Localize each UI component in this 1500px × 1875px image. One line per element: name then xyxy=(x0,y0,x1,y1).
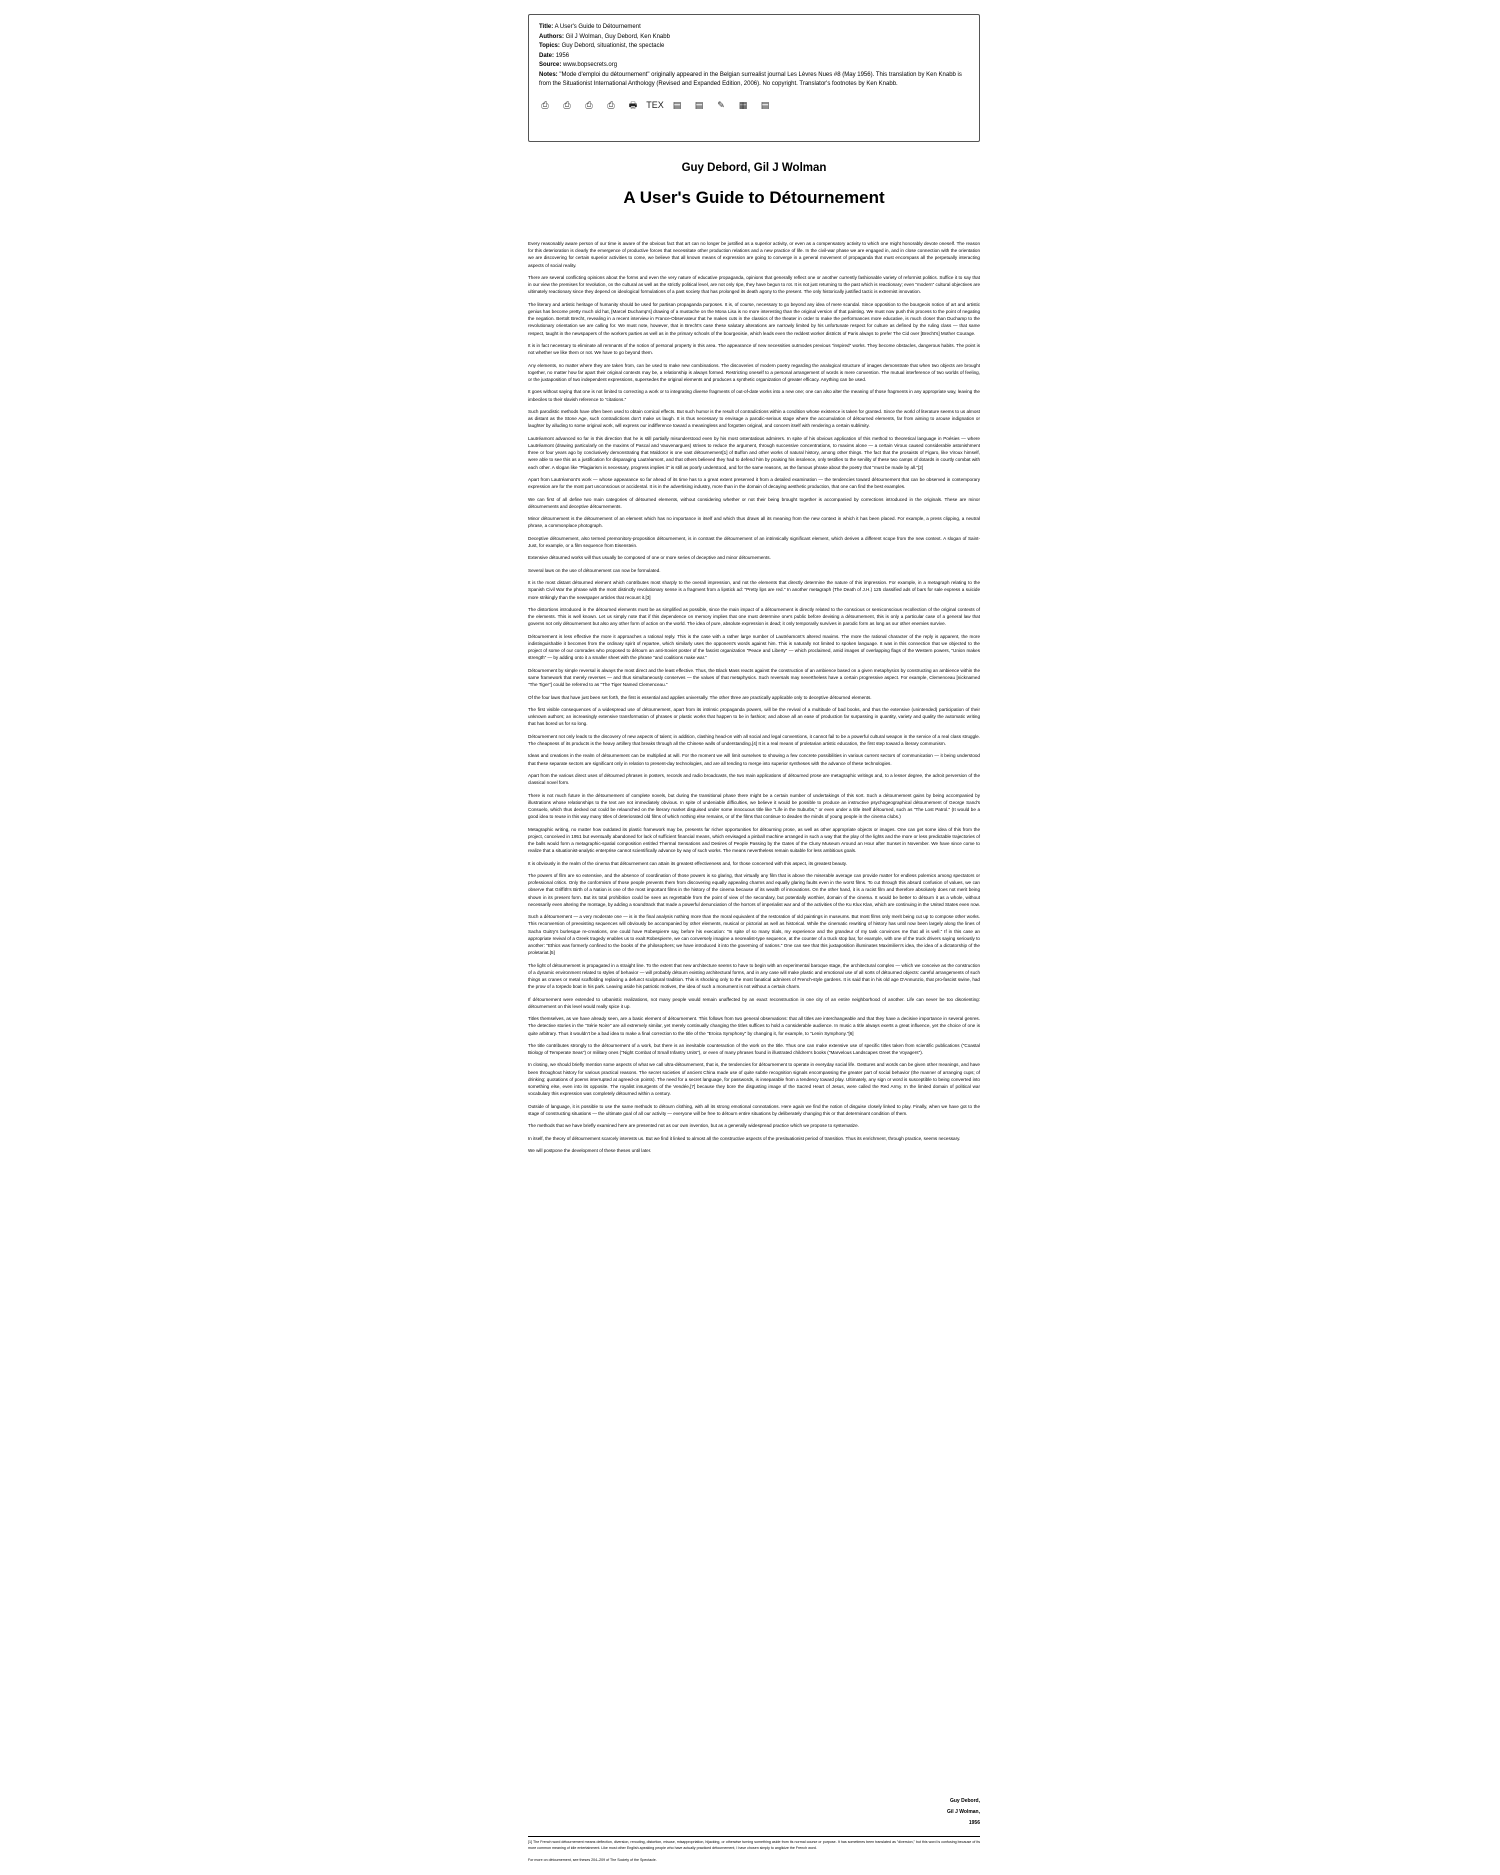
paragraph: Apart from Lautréamont's work — whose appearance so far ahead of its time has to a great extent preserved it from a detailed examination — the tendencies toward détournement that can be observed in contemporary expression are for the most part unconscious or accidental. It is in the advertising industry, more than in the domain of decaying aesthetic production, that one can find the best examples. xyxy=(528,476,980,490)
paragraph: The methods that we have briefly examined here are presented not as our own invention, but as a generally widespread practice which we propose to systematize. xyxy=(528,1123,859,1129)
paragraph: Every reasonably aware person of our time is aware of the obvious fact that art can no longer be justified as a superior activity, or even as a compensatory activity to which one might honorably devote oneself. The reason for this deterioration is clearly the emergence of productive forces that necessitate other production relations and a new practice of life. In the civil-war phase we are engaged in, and in close connection with the orientation we are discovering for certain superior activities to come, we believe that all known means of expression are going to converge in a general movement of propaganda that must encompass all the perpetually interacting aspects of social reality. xyxy=(528,241,980,268)
paragraph: Détournement not only leads to the discovery of new aspects of talent; in addition, clashing head-on with all social and legal conventions, it cannot fail to be a powerful cultural weapon in the service of a real class struggle. The cheapness of its products is the heavy artillery that breaks through all the Chinese walls of understanding.[4] It is a real means of proletarian artistic education, the first step toward a literary communism. xyxy=(528,733,980,746)
meta-topics-value[interactable]: Guy Debord, situationist, the spectacle xyxy=(561,43,665,49)
paragraph: The distortions introduced in the détourned elements must be as simplified as possible, since the main impact of a détournement is directly related to the conscious or semiconscious recollection of the original contexts of the elements. This is well known. Let us simply note that if this dependence on memory implies that one must determine one's public before devising a détournement, this is only a particular case of a general law that governs not only détournement but also any other form of action on the world. The idea of pure, absolute expression is dead; it only temporarily survives in parodic form as long as our other enemies survive. xyxy=(528,606,980,627)
paragraph: Ideas and creations in the realm of détournement can be multiplied at will. For the moment we will limit ourselves to showing a few concrete possibilities in various current sectors of communication — it being understood that these separate sectors are significant only in relation to present-day technologies, and are all tending to merge into superior syntheses with the advance of these technologies. xyxy=(528,753,980,766)
paragraph: Several laws on the use of détournement can now be formulated. xyxy=(528,567,661,573)
paragraph: We will postpone the development of these theses until later. xyxy=(528,1148,652,1154)
meta-topics-row xyxy=(539,42,969,52)
paragraph: In itself, the theory of détournement scarcely interests us. But we find it linked to almost all the constructive aspects of the presituationist period of transition. Thus its enrichment, through practice, seems necessary. xyxy=(528,1135,961,1141)
paragraph: Deceptive détournement, also termed premonitory-proposition détournement, is in contrast the détournement of an intrinsically significant element, which derives a different scope from the new context. A slogan of Saint-Just, for example, or a film sequence from Eisenstein. xyxy=(528,535,980,548)
pdf-icon[interactable]: ⎙ xyxy=(541,100,549,111)
footnotes xyxy=(528,1839,980,1869)
meta-source-link[interactable]: www.bopsecrets.org xyxy=(563,62,618,68)
paragraph: The light of détournement is propagated in a straight line. To the extent that new architecture seems to have to begin with an experimental baroque stage, the architectural complex — which we conceive as the construction of a dynamic environment related to styles of behavior — will probably détourn existing architectural forms, and in any case will make plastic and emotional use of all sorts of détourned objects: careful arrangements of such things as cranes or metal scaffolding replacing a defunct sculptural tradition. This is shocking only to the most fanatical admirers of French-style gardens. It is said that in his old age D'Annunzio, that pro-fascist swine, had the prow of a torpedo boat in his park. Leaving aside his patriotic motives, the idea of such a monument is not without a certain charm. xyxy=(528,962,980,990)
article-body xyxy=(528,240,980,1159)
paragraph: It is obviously in the realm of the cinema that détournement can attain its greatest effectiveness and, for those concerned with this aspect, its greatest beauty. xyxy=(528,860,848,866)
pdf-icon[interactable]: ⎙ xyxy=(585,100,593,111)
meta-authors-value[interactable]: Gil J Wolman, Guy Debord, Ken Knabb xyxy=(565,33,670,40)
paragraph: There is not much future in the détournement of complete novels, but during the transitional phase there might be a certain number of undertakings of this sort. Such a détournement gains by being accompanied by illustrations whose relationships to the text are not immediately obvious. In spite of undeniable difficulties, we believe it would be possible to produce an instructive psychogeographical détournement of George Sand's Consuelo, which thus decked out could be relaunched on the literary market disguised under some innocuous title like "Life in the Suburbs," or even under a title itself détourned, such as "The Lost Patrol." (It would be a good idea to reuse in this way many titles of deteriorated old films of which nothing else remains, or of the films that continue to deaden the minds of young people in the cinema clubs.) xyxy=(528,792,980,820)
paragraph: Any elements, no matter where they are taken from, can be used to make new combinations. The discoveries of modern poetry regarding the analogical structure of images demonstrate that when two objects are brought together, no matter how far apart their original contexts may be, a relationship is always formed. Restricting oneself to a personal arrangement of words is mere convention. The mutual interference of two worlds of feeling, or the juxtaposition of two independent expressions, supersedes the original elements and produces a synthetic organization of greater efficacy. Anything can be used. xyxy=(528,362,980,382)
paragraph: Minor détournement is the détournement of an element which has no importance in itself and which thus draws all its meaning from the new context in which it has been placed. For example, a press clipping, a neutral phrase, a commonplace photograph. xyxy=(528,516,980,529)
paragraph: Metagraphic writing, no matter how outdated its plastic framework may be, presents far richer opportunities for détourning prose, as well as other appropriate objects or images. One can get some idea of this from the project, conceived in 1951 but eventually abandoned for lack of sufficient financial means, which envisaged a pinball machine arranged in such a way that the play of the lights and the more or less predictable trajectories of the balls would form a metagraphic-spatial composition entitled Thermal Sensations and Desires of People Passing by the Gates of the Cluny Museum Around an Hour after Sunset in November. We have since come to realize that a situationist-analytic enterprise cannot scientifically advance by way of such works. The means nevertheless remain suitable for less ambitious goals. xyxy=(528,826,980,854)
signature-block xyxy=(528,1796,980,1829)
signature-line: 1956 xyxy=(968,1820,980,1826)
meta-authors-row xyxy=(539,33,969,43)
paragraph: Lautréamont advanced so far in this direction that he is still partially misunderstood even by his most ostentatious admirers. In spite of his obvious application of this method to theoretical language in Poésies — where Lautréamont (drawing particularly on the maxims of Pascal and Vauvenargues) strives to reduce the argument, through successive concentrations, to maxims alone — a certain Viroux caused considerable astonishment three or four years ago by conclusively demonstrating that Maldoror is one vast détournement[1] of Buffon and other works of natural history, among other things. The fact that the prosaists of Figaro, like Viroux himself, were able to see this as a justification for disparaging Lautréamont, and that others believed they had to defend him by praising his insolence, only testifies to the senility of these two camps of dotards in courtly combat with each other. A slogan like "Plagiarism is necessary, progress implies it" is still as poorly understood, and for the same reasons, as the famous phrase about the poetry that "must be made by all."[2] xyxy=(528,435,980,470)
paragraph: The first visible consequences of a widespread use of détournement, apart from its intrinsic propaganda powers, will be the revival of a multitude of bad books, and thus the extensive (unintended) participation of their unknown authors; an increasingly extensive transformation of phrases or plastic works that happen to be in fashion; and above all an ease of production far surpassing in quantity, variety and quality the automatic writing that has bored us for so long. xyxy=(528,706,980,727)
signature-line: Guy Debord, xyxy=(949,1798,980,1804)
meta-title-row xyxy=(539,23,969,33)
meta-source-label: Source: xyxy=(539,62,562,68)
paragraph: It is the most distant détourned element which contributes most sharply to the overall impression, and not the elements that directly determine the nature of this impression. For example, in a metagraph relating to the Spanish Civil War the phrase with the most distinctly revolutionary sense is a fragment from a lipstick ad: "Pretty lips are red." In another metagraph (The Death of J.H.) 125 classified ads of bars for sale express a suicide more strikingly than the newspaper articles that recount it.[3] xyxy=(528,580,980,600)
print-icon[interactable]: 🖶 xyxy=(628,100,638,111)
paragraph: If détournement were extended to urbanistic realizations, not many people would remain unaffected by an exact reconstruction in one city of an entire neighborhood of another. Life can never be too disorienting: détournement on this level would really spice it up. xyxy=(528,996,980,1009)
meta-authors-label: Authors: xyxy=(539,33,564,40)
footnote: [1] The French word détournement means deflection, diversion, rerouting, distortion, misuse, misappropriation, hijacking, or otherwise turning something aside from its normal course or purpose. It has sometimes been translated as "diversion," but this word is confusing because of its more common meaning of idle entertainment. Like most other English-speaking people who have actually practiced détournement, I have chosen simply to anglicize the French word. xyxy=(528,1840,980,1850)
signature-line: Gil J Wolman, xyxy=(947,1809,980,1815)
paragraph: Such a détournement — a very moderate one — is in the final analysis nothing more than the moral equivalent of the restoration of old paintings in museums. But most films only merit being cut up to compose other works. This reconversion of preexisting sequences will obviously be accompanied by other elements, musical or pictorial as well as historical. While the cinematic rewriting of history has until now been largely along the lines of Sacha Guitry's burlesque re-creations, one could have Robespierre say, before his execution: "In spite of so many trials, my experience and the grandeur of my task convinces me that all is well." If in this case an appropriate revival of a Greek tragedy enables us to exalt Robespierre, we can conversely imagine a neorealist-type sequence, at the counter of a truck stop bar, for example, with one of the truck drivers saying seriously to another: "Ethics was formerly confined to the books of the philosophers; we have introduced it into the governing of nations." One can see that this juxtaposition illuminates Maximilien's idea, the idea of a dictatorship of the proletariat.[5] xyxy=(528,914,980,956)
paragraph: In closing, we should briefly mention some aspects of what we call ultra-détournement, that is, the tendencies for détournement to operate in everyday social life. Gestures and words can be given other meanings, and have been throughout history for various practical reasons. The secret societies of ancient China made use of quite subtle recognition signals encompassing the greater part of social behavior (the manner of arranging cups; of drinking; quotations of poems interrupted at agreed-on points). The need for a secret language, for passwords, is inseparable from a tendency toward play. Ultimately, any sign or word is susceptible to being converted into something else, even into its opposite. The royalist insurgents of the Vendée,[7] because they bore the disgusting image of the Sacred Heart of Jesus, were called the Red Army. In the limited domain of political war vocabulary this expression was completely détourned within a century. xyxy=(528,1062,980,1097)
meta-notes-value: "Mode d'emploi du détournement" originally appeared in the Belgian surrealist journal Les Lèvres Nues #8 (May 1956). This translation by Ken Knabb is from the Situationist International Anthology (Revised and Expanded Edition, 2006). No copyright. Translator's footnotes by Ken Knabb. xyxy=(539,71,962,87)
pdf-icon[interactable]: ⎙ xyxy=(607,100,615,111)
paragraph: Apart from the various direct uses of détourned phrases in posters, records and radio broadcasts, the two main applications of détourned prose are metagraphic writings and, to a lesser degree, the adroit perversion of the classical novel form. xyxy=(528,772,980,786)
paragraph: It is in fact necessary to eliminate all remnants of the notion of personal property in this area. The appearance of new necessities outmodes previous "inspired" works. They become obstacles, dangerous habits. The point is not whether we like them or not. We have to go beyond them. xyxy=(528,343,980,356)
meta-notes-row xyxy=(539,71,969,90)
paragraph: Extensive détourned works will thus usually be composed of one or more series of deceptive and minor détournements. xyxy=(528,555,771,561)
paragraph: Détournement is less effective the more it approaches a rational reply. This is the case with a rather large number of Lautréamont's altered maxims. The more the rational character of the reply is apparent, the more indistinguishable it becomes from the ordinary spirit of repartee, which similarly uses the opponent's words against him. This is naturally not limited to spoken language. It was in this connection that we objected to the project of some of our comrades who proposed to détourn an anti-Soviet poster of the fascist organization "Peace and Liberty" — which proclaimed, amid images of overlapping flags of the Western powers, "Union makes strength" — by adding onto it a smaller sheet with the phrase "and coalitions make war." xyxy=(528,633,980,661)
paragraph: There are several conflicting opinions about the forms and even the very nature of educative propaganda, opinions that generally reflect one or another currently fashionable variety of reformist politics. Suffice it to say that in our view the premises for revolution, on the cultural as well as the strictly political level, are not only ripe, they have begun to rot. It is not just returning to the past which is reactionary; even "modern" cultural objectives are ultimately reactionary since they depend on ideological formulations of a past society that has prolonged its death agony to the present. The only historically justified tactic is extremist innovation. xyxy=(528,275,980,295)
list-icon[interactable]: ▤ xyxy=(760,100,770,111)
paragraph: Such parodistic methods have often been used to obtain comical effects. But such humor is the result of contradictions within a condition whose existence is taken for granted. Since the world of literature seems to us almost as distant as the Stone Age, such contradictions don't make us laugh. It is thus necessary to envisage a parodic-serious stage where the accumulation of détourned elements, far from aiming to arouse indignation or laughter by alluding to some original work, will express our indifference toward a meaningless and forgotten original, and concern itself with rendering a certain sublimity. xyxy=(528,408,980,429)
article-authors: Guy Debord, Gil J Wolman xyxy=(681,162,827,174)
meta-source-row xyxy=(539,61,969,71)
meta-topics-label: Topics: xyxy=(539,43,560,49)
paragraph: Détournement by simple reversal is always the most direct and the least effective. Thus, the Black Mass reacts against the construction of an ambience based on a given metaphysics by constructing an ambience within the same framework that merely reverses — and thus simultaneously conserves — the values of that metaphysics. Such reversals may nevertheless have a certain progressive aspect. For example, Clemenceau [nicknamed "The Tiger"] could be referred to as "The Tiger Named Clemenceau." xyxy=(528,667,980,688)
paragraph: We can first of all define two main categories of détourned elements, without considering whether or not their being brought together is accompanied by corrections introduced in the originals. These are minor détournements and deceptive détournements. xyxy=(528,496,980,509)
metadata-panel xyxy=(528,14,980,142)
download-toolbar xyxy=(539,100,969,113)
footnote-divider xyxy=(528,1836,980,1837)
meta-title-value: A User's Guide to Détournement xyxy=(554,24,641,30)
meta-date-value: 1956 xyxy=(555,52,570,59)
meta-title-label: Title: xyxy=(539,24,554,30)
article-title: A User's Guide to Détournement xyxy=(623,188,885,207)
paragraph: Outside of language, it is possible to use the same methods to détourn clothing, with all its strong emotional connotations. Here again we find the notion of disguise closely linked to play. Finally, when we have got to the stage of constructing situations — the ultimate goal of all our activity — everyone will be free to détourn entire situations by deliberately changing this or that determinant condition of them. xyxy=(528,1103,980,1116)
footnote: For more on détournement, see theses 204–209 of The Society of the Spectacle. xyxy=(528,1858,657,1862)
meta-notes-label: Notes: xyxy=(539,71,558,78)
doc-icon[interactable]: ▤ xyxy=(672,100,682,111)
tex-icon[interactable]: TEX xyxy=(646,100,664,111)
paragraph: Titles themselves, as we have already seen, are a basic element of détournement. This follows from two general observations: that all titles are interchangeable and that they have a decisive importance in several genres. The detective stories in the "Série Noire" are all extremely similar, yet merely continually changing the titles suffices to hold a considerable audience. In music a title always exerts a great influence, yet the choice of one is quite arbitrary. Thus it wouldn't be a bad idea to make a final correction to the title of the "Eroica Symphony" by changing it, for example, to "Lenin Symphony."[6] xyxy=(528,1016,980,1036)
paragraph: The powers of film are so extensive, and the absence of coordination of those powers is so glaring, that virtually any film that is above the miserable average can provide matter for endless polemics among spectators or professional critics. Only the conformism of those people prevents them from discovering equally appealing charms and equally glaring faults even in the worst films. To cut through this absurd confusion of values, we can observe that Griffith's Birth of a Nation is one of the most important films in the history of the cinema because of its wealth of innovations. On the other hand, it is a racist film and therefore absolutely does not merit being shown in its present form. But its total prohibition could be seen as regrettable from the point of view of the secondary, but potentially worthier, domain of the cinema. It would be better to détourn it as a whole, without necessarily even altering the montage, by adding a soundtrack that made a powerful denunciation of the horrors of imperialist war and of the activities of the Ku Klux Klan, which are continuing in the United States even now. xyxy=(528,872,980,907)
pdf-icon[interactable]: ⎙ xyxy=(563,100,571,111)
paragraph: It goes without saying that one is not limited to correcting a work or to integrating diverse fragments of out-of-date works into a new one; one can also alter the meaning of those fragments in any appropriate way, leaving the imbeciles to their slavish reference to "citations." xyxy=(528,389,980,402)
books-icon[interactable]: ▦ xyxy=(738,100,748,111)
meta-date-label: Date: xyxy=(539,52,555,59)
edit-icon[interactable]: ✎ xyxy=(717,100,725,111)
doc-icon[interactable]: ▤ xyxy=(694,100,704,111)
paragraph: The title contributes strongly to the détournement of a work, but there is an inevitable counteraction of the work on the title. Thus one can make extensive use of specific titles taken from scientific publications ("Coastal Biology of Temperate Seas") or military ones ("Night Combat of Small Infantry Units"), or even of many phrases found in illustrated children's books ("Marvelous Landscapes Greet the Voyagers"). xyxy=(528,1042,980,1056)
meta-date-row xyxy=(539,52,969,62)
paragraph: Of the four laws that have just been set forth, the first is essential and applies universally. The other three are practically applicable only to deceptive détourned elements. xyxy=(528,694,872,700)
paragraph: The literary and artistic heritage of humanity should be used for partisan propaganda purposes. It is, of course, necessary to go beyond any idea of mere scandal. Since opposition to the bourgeois notion of art and artistic genius has become pretty much old hat, [Marcel Duchamp's] drawing of a mustache on the Mona Lisa is no more interesting than the original version of that painting. We must now push this process to the point of negating the negation. Bertolt Brecht, revealing in a recent interview in France-Observateur that he makes cuts in the classics of the theater in order to make the performances more educative, is much closer than Duchamp to the revolutionary orientation we are calling for. We must note, however, that in Brecht's case these salutary alterations are narrowly limited by his unfortunate respect for culture as defined by the ruling class — that same respect, taught in the newspapers of the workers parties as well as in the primary schools of the bourgeoisie, which leads even the reddest worker districts of Paris always to prefer The Cid over [Brecht's] Mother Courage. xyxy=(528,301,980,336)
